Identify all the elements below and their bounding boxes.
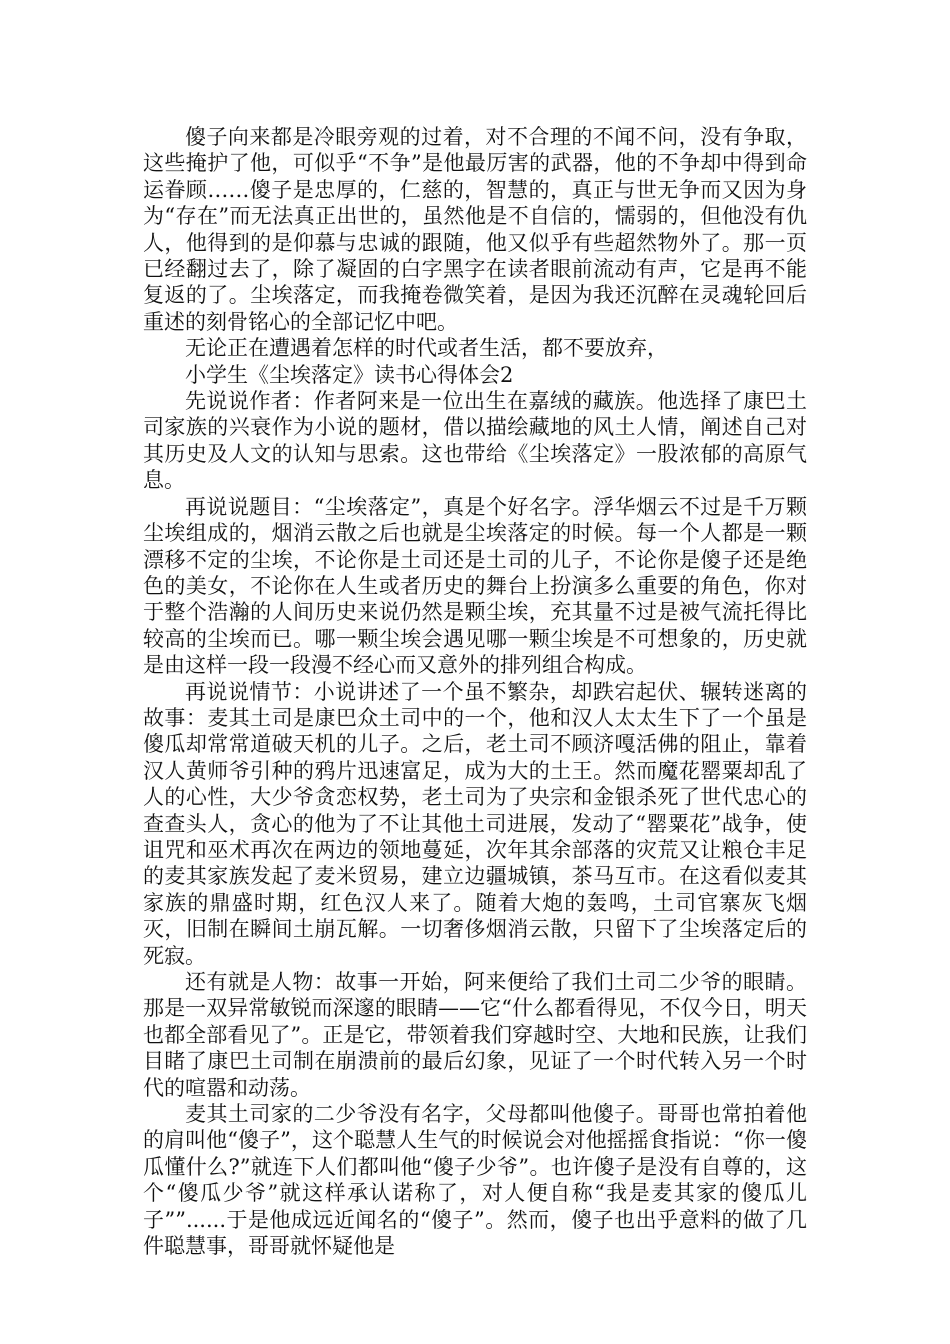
- document-body: [143, 124, 807, 1259]
- paragraph-author: 先说说作者：作者阿来是一位出生在嘉绒的藏族。他选择了康巴土司家族的兴衰作为小说的题材，借以描绘藏地的风土人情，阐述自己对其历史及人文的认知与思索。这也带给《尘埃落定》一股浓郁的高原气息。: [143, 389, 807, 493]
- paragraph-second-son: 麦其土司家的二少爷没有名字，父母都叫他傻子。哥哥也常拍着他的肩叫他“傻子”，这个聪慧人生气的时候说会对他摇摇食指说：“你一傻瓜懂什么?”就连下人们都叫他“傻子少爷”。也许傻子是没有自尊的，这个“傻瓜少爷”就这样承认诺称了，对人便自称“我是麦其家的傻瓜儿子””......于是他成远近闻名的“傻子”。然而，傻子也出乎意料的做了几件聪慧事，哥哥就怀疑他是: [143, 1102, 807, 1259]
- paragraph-characters: 还有就是人物：故事一开始，阿来便给了我们土司二少爷的眼睛。那是一双异常敏锐而深邃的眼睛——它“什么都看得见，不仅今日，明天也都全部看见了”。正是它，带领着我们穿越时空、大地和民族，让我们目睹了康巴土司制在崩溃前的最后幻象，见证了一个时代转入另一个时代的喧嚣和动荡。: [143, 970, 807, 1100]
- paragraph-plot: 再说说情节：小说讲述了一个虽不繁杂，却跌宕起伏、辗转迷离的故事：麦其土司是康巴众土司中的一个，他和汉人太太生下了一个虽是傻瓜却常常道破天机的儿子。之后，老土司不顾济嘎活佛的阻止，靠着汉人黄师爷引种的鸦片迅速富足，成为大的土王。然而魔花罂粟却乱了人的心性，大少爷贪恋权势，老土司为了央宗和金银杀死了世代忠心的查查头人，贪心的他为了不让其他土司进展，发动了“罂粟花”战争，使诅咒和巫术再次在两边的领地蔓延，次年其余部落的灾荒又让粮仓丰足的麦其家族发起了麦米贸易，建立边疆城镇，茶马互市。在这看似麦其家族的鼎盛时期，红色汉人来了。随着大炮的轰鸣，土司官寨灰飞烟灭，旧制在瞬间土崩瓦解。一切奢侈烟消云散，只留下了尘埃落定后的死寂。: [143, 679, 807, 968]
- paragraph-closing-line: 无论正在遭遇着怎样的时代或者生活，都不要放弃，: [185, 336, 668, 361]
- paragraph-shazi-reflection: 傻子向来都是冷眼旁观的过着，对不合理的不闻不问，没有争取，这些掩护了他，可似乎“不争”是他最厉害的武器，他的不争却中得到命运眷顾……傻子是忠厚的，仁慈的，智慧的，真正与世无争而又因为身为“存在”而无法真正出世的，虽然他是不自信的，懦弱的，但他没有仇人，他得到的是仰慕与忠诚的跟随，他又似乎有些超然物外了。那一页已经翻过去了，除了凝固的白字黑字在读者眼前流动有声，它是再不能复返的了。尘埃落定，而我掩卷微笑着，是因为我还沉醉在灵魂轮回后重述的刻骨铭心的全部记忆中吧。: [143, 125, 807, 334]
- section-title: 小学生《尘埃落定》读书心得体会2: [185, 362, 514, 387]
- paragraph-title: 再说说题目：“尘埃落定”，真是个好名字。浮华烟云不过是千万颗尘埃组成的，烟消云散之后也就是尘埃落定的时候。每一个人都是一颗漂移不定的尘埃，不论你是土司还是土司的儿子，不论你是傻子还是绝色的美女，不论你在人生或者历史的舞台上扮演多么重要的角色，你对于整个浩瀚的人间历史来说仍然是颗尘埃，充其量不过是被气流托得比较高的尘埃而已。哪一颗尘埃会遇见哪一颗尘埃是不可想象的，历史就是由这样一段一段漫不经心而又意外的排列组合构成。: [143, 494, 807, 678]
